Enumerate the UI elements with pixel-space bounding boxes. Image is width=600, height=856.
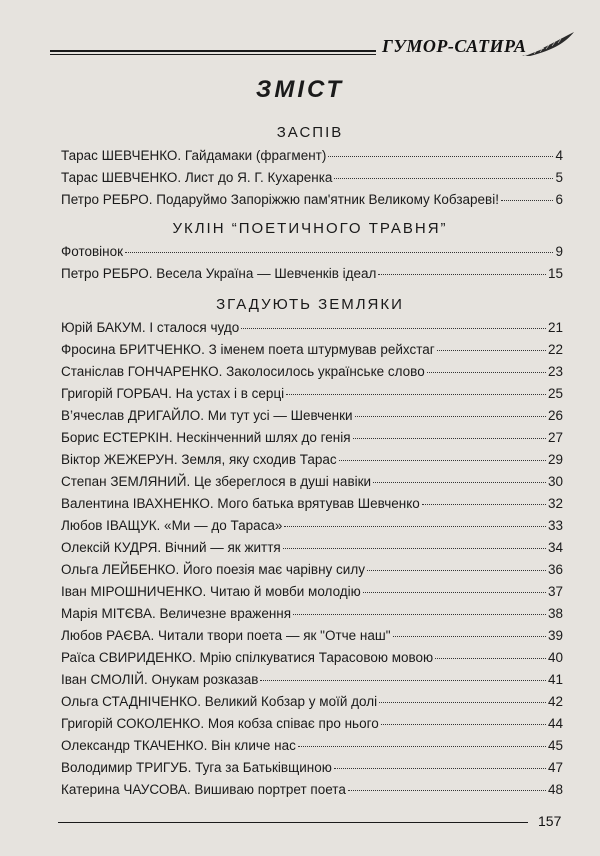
toc-entry: Тарас ШЕВЧЕНКО. Гайдамаки (фрагмент) 4 <box>61 148 563 163</box>
section-heading: УКЛІН “ПОЕТИЧНОГО ТРАВНЯ” <box>172 220 448 237</box>
quill-icon <box>520 30 576 60</box>
section-heading: ЗГАДУЮТЬ ЗЕМЛЯКИ <box>216 296 404 313</box>
header-rule-thin <box>50 54 428 55</box>
toc-entry: Степан ЗЕМЛЯНИЙ. Це збереглося в душі навіки 30 <box>61 474 563 489</box>
toc-entry: Олександр ТКАЧЕНКО. Він кличе нас 45 <box>61 738 563 753</box>
toc-entry: Борис ЕСТЕРКІН. Нескінченний шлях до генія 27 <box>61 430 563 445</box>
running-head: ГУМОР-САТИРА <box>376 36 532 57</box>
toc-entry: Тарас ШЕВЧЕНКО. Лист до Я. Г. Кухаренка 5 <box>61 170 563 185</box>
toc-title: ЗМІСТ <box>255 76 345 103</box>
toc-entry: Олексій КУДРЯ. Вічний — як життя 34 <box>61 540 563 555</box>
toc-entry: Фотовінок 9 <box>61 244 563 259</box>
page-number: 157 <box>538 813 562 829</box>
toc-entry: Юрій БАКУМ. І сталося чудо 21 <box>61 320 563 335</box>
toc-entry: Григорій СОКОЛЕНКО. Моя кобза співає про нього 44 <box>61 716 563 731</box>
toc-entry: Ольга ЛЕЙБЕНКО. Його поезія має чарівну силу 36 <box>61 562 563 577</box>
toc-entry: Любов РАЄВА. Читали твори поета — як "Отче наш" 39 <box>61 628 563 643</box>
toc-entry: Катерина ЧАУСОВА. Вишиваю портрет поета 48 <box>61 782 563 797</box>
toc-entry: Валентина ІВАХНЕНКО. Мого батька врятував Шевченко 32 <box>61 496 563 511</box>
footer-rule <box>58 822 528 823</box>
toc-entry: В’ячеслав ДРИГАЙЛО. Ми тут усі — Шевченки 26 <box>61 408 563 423</box>
toc-entry: Станіслав ГОНЧАРЕНКО. Заколосилось українське слово 23 <box>61 364 563 379</box>
toc-entry: Петро РЕБРО. Весела Україна — Шевченків ідеал 15 <box>61 266 563 281</box>
header-rule <box>50 50 428 52</box>
toc-entry: Марія МІТЄВА. Величезне враження 38 <box>61 606 563 621</box>
toc-entry: Петро РЕБРО. Подаруймо Запоріжжю пам'ятник Великому Кобзареві! 6 <box>61 192 563 207</box>
toc-entry: Ольга СТАДНІЧЕНКО. Великий Кобзар у моїй долі 42 <box>61 694 563 709</box>
section-heading: ЗАСПІВ <box>276 124 344 141</box>
toc-entry: Григорій ГОРБАЧ. На устах і в серці 25 <box>61 386 563 401</box>
toc-entry: Фросина БРИТЧЕНКО. З іменем поета штурмував рейхстаг 22 <box>61 342 563 357</box>
toc-entry: Любов ІВАЩУК. «Ми — до Тараса» 33 <box>61 518 563 533</box>
toc-entry: Іван СМОЛІЙ. Онукам розказав 41 <box>61 672 563 687</box>
toc-entry: Володимир ТРИГУБ. Туга за Батьківщиною 47 <box>61 760 563 775</box>
toc-entry: Раїса СВИРИДЕНКО. Мрію спілкуватися Тарасовою мовою 40 <box>61 650 563 665</box>
toc-entry: Іван МІРОШНИЧЕНКО. Читаю й мовби молодію 37 <box>61 584 563 599</box>
toc-entry: Віктор ЖЕЖЕРУН. Земля, яку сходив Тарас 29 <box>61 452 563 467</box>
